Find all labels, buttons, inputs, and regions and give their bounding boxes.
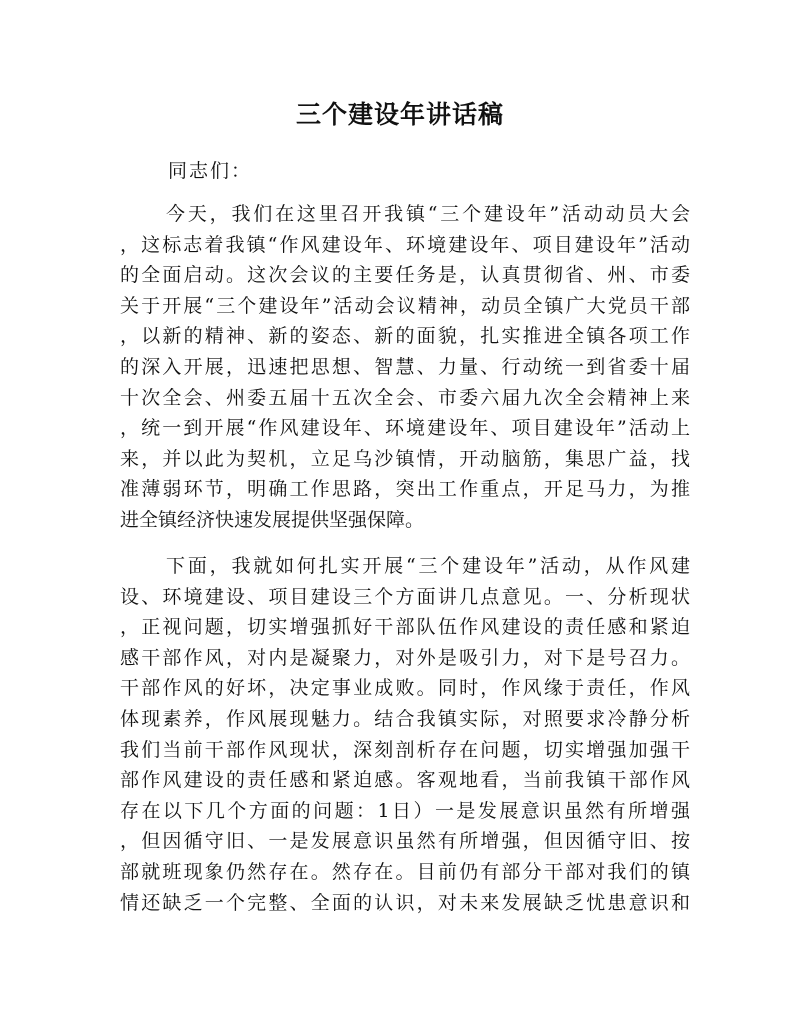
- text-line: 的全面启动。这次会议的主要任务是，认真贯彻省、州、市委: [120, 264, 690, 287]
- paragraph-1: [120, 199, 690, 536]
- text-line: 我们当前干部作风现状，深刻剖析存在问题，切实增强加强干: [120, 738, 690, 761]
- text-line: ，以新的精神、新的姿态、新的面貌，扎实推进全镇各项工作: [120, 325, 690, 348]
- text-line: 准薄弱环节，明确工作思路，突出工作重点，开足马力，为推: [120, 478, 690, 501]
- text-line: 来，并以此为契机，立足乌沙镇情，开动脑筋，集思广益，找: [120, 447, 690, 470]
- text-line: 今天，我们在这里召开我镇“三个建设年”活动动员大会: [166, 203, 690, 225]
- text-line: 情还缺乏一个完整、全面的认识，对未来发展缺乏忧患意识和: [120, 891, 690, 914]
- text-line: 进全镇经济快速发展提供坚强保障。: [120, 508, 425, 531]
- text-line: 体现素养，作风展现魅力。结合我镇实际，对照要求冷静分析: [120, 707, 690, 730]
- text-line: 设、环境建设、项目建设三个方面讲几点意见。一、分析现状: [120, 585, 690, 608]
- text-line: ，统一到开展“作风建设年、环境建设年、项目建设年”活动上: [120, 417, 690, 440]
- text-line: ，正视问题，切实增强抓好干部队伍作风建设的责任感和紧迫: [120, 616, 690, 639]
- text-line: 部作风建设的责任感和紧迫感。客观地看，当前我镇干部作风: [120, 769, 690, 792]
- text-line: 部就班现象仍然存在。然存在。目前仍有部分干部对我们的镇: [120, 860, 690, 883]
- text-line: 感干部作风，对内是凝聚力，对外是吸引力，对下是号召力。: [120, 646, 690, 669]
- text-line: 下面，我就如何扎实开展“三个建设年”活动，从作风建: [166, 555, 690, 577]
- text-line: 干部作风的好坏，决定事业成败。同时，作风缘于责任，作风: [120, 677, 690, 700]
- text-line: 关于开展“三个建设年”活动会议精神，动员全镇广大党员干部: [120, 294, 690, 317]
- text-line: 的深入开展，迅速把思想、智慧、力量、行动统一到省委十届: [120, 355, 690, 378]
- greeting: 同志们：: [168, 160, 253, 182]
- text-line: ，这标志着我镇“作风建设年、环境建设年、项目建设年”活动: [120, 233, 690, 256]
- paragraph-2: [120, 551, 690, 918]
- document-title: 三个建设年讲话稿: [295, 100, 504, 129]
- text-line: 存在以下几个方面的问题：1日）一是发展意识虽然有所增强: [120, 799, 690, 822]
- text-line: ，但因循守旧、一是发展意识虽然有所增强，但因循守旧、按: [120, 830, 690, 853]
- text-line: 十次全会、州委五届十五次全会、市委六届九次全会精神上来: [120, 386, 690, 409]
